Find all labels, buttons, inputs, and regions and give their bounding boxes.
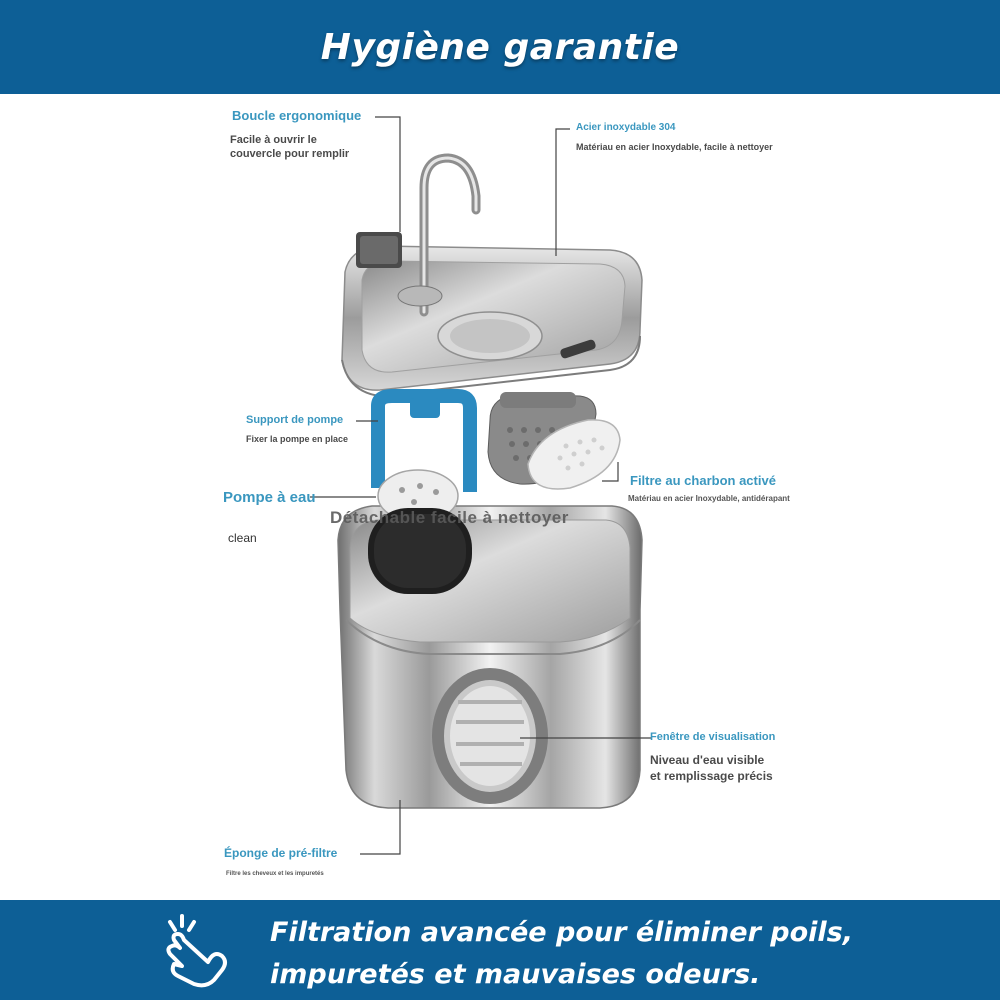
callout-filtre-desc: Matériau en acier Inoxydable, antidérapant — [628, 494, 790, 503]
ergonomic-handle — [356, 232, 402, 268]
callout-pompe-title: Pompe à eau — [223, 489, 316, 506]
footer-line-1: Filtration avancée pour éliminer poils, — [270, 917, 854, 948]
callout-acier-title: Acier inoxydable 304 — [576, 122, 676, 133]
water-pump — [368, 470, 472, 594]
footer-line-2: impuretés et mauvaises odeurs. — [270, 959, 761, 990]
callout-eponge-title: Éponge de pré-filtre — [224, 846, 338, 860]
hand-tap-icon — [160, 910, 240, 990]
top-banner — [0, 0, 1000, 94]
callout-acier-desc: Matériau en acier Inoxydable, facile à nettoyer — [576, 142, 773, 152]
product-illustration — [0, 94, 1000, 900]
callout-fenetre-desc-1: Niveau d'eau visible — [650, 753, 765, 767]
footer-slogan — [270, 912, 970, 996]
bottom-banner — [0, 900, 1000, 1000]
callout-filtre-title: Filtre au charbon activé — [630, 473, 776, 488]
viewing-window — [432, 668, 548, 804]
callout-boucle-desc-2: couvercle pour remplir — [230, 148, 350, 160]
callout-fenetre-title: Fenêtre de visualisation — [650, 731, 776, 743]
detachable-overlay-text: Détachable facile à nettoyer — [330, 508, 569, 527]
fountain-diagram — [0, 94, 1000, 900]
callout-fenetre-desc-2: et remplissage précis — [650, 769, 773, 783]
callout-eponge-desc: Filtre les cheveux et les impuretés — [226, 871, 324, 877]
page-title: Hygiène garantie — [320, 26, 680, 68]
lid-tray — [342, 246, 642, 396]
callout-support-title: Support de pompe — [246, 414, 344, 426]
callout-pompe-desc: clean — [228, 531, 257, 545]
callout-boucle-title: Boucle ergonomique — [232, 108, 362, 123]
callout-boucle-desc-1: Facile à ouvrir le — [230, 134, 317, 146]
callout-support-desc: Fixer la pompe en place — [246, 434, 349, 444]
